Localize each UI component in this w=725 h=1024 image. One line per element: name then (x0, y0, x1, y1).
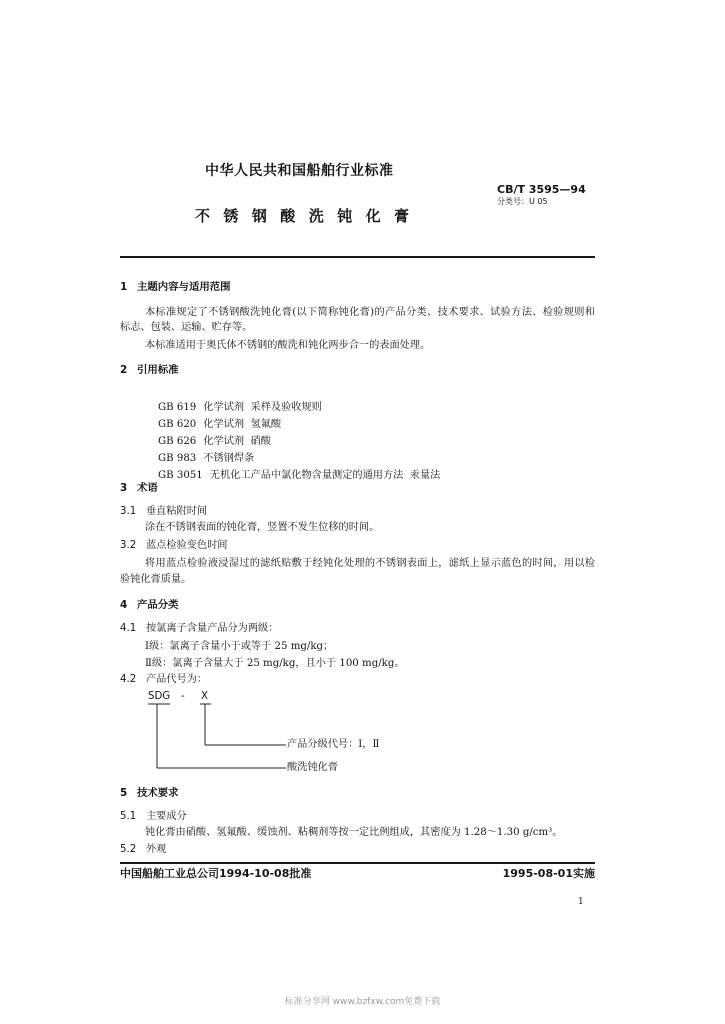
product-name-label: 酸洗钝化膏 (287, 762, 338, 773)
section-2-number: 2 (120, 364, 128, 376)
reference-code: GB 626 (157, 436, 197, 448)
standard-code: CB/T 3595—94 (497, 183, 586, 196)
classification-number: 分类号：U 05 (497, 197, 548, 206)
reference-code: GB 619 (157, 402, 197, 414)
section-2-title: 引用标准 (137, 364, 179, 376)
clause-5-2-title: 外观 (146, 844, 167, 855)
clause-3-2-definition-line-2: 验钝化膏质量。 (120, 574, 192, 585)
watermark: 标准分享网 www.bzfxw.com免费下载 (284, 997, 441, 1007)
page-number: 1 (578, 897, 584, 907)
section-3-number: 3 (120, 482, 128, 494)
clause-3-1-definition: 涂在不锈钢表面的钝化膏，竖置不发生位移的时间。 (145, 522, 380, 533)
grade-2-definition: Ⅱ级：氯离子含量大于 25 mg/kg，且小于 100 mg/kg。 (145, 658, 405, 669)
reference-title: 化学试剂 硝酸 (203, 436, 271, 448)
section-4-number: 4 (120, 599, 128, 611)
reference-title: 化学试剂 氢氟酸 (203, 419, 282, 431)
section-1-paragraph-2: 本标准适用于奥氏体不锈钢的酸洗和钝化两步合一的表面处理。 (145, 340, 431, 351)
clause-4-1-text: 按氯离子含量产品分为两级： (146, 623, 279, 634)
product-code-separator: - (181, 691, 185, 702)
clause-5-1-text: 钝化膏由硝酸、氢氟酸、缓蚀剂、粘稠剂等按一定比例组成，其密度为 1.28～1.30 g/cm³。 (145, 827, 563, 838)
clause-5-1-title: 主要成分 (146, 811, 187, 822)
product-code-grade-variable: X (201, 691, 208, 702)
clause-3-1-number: 3.1 (120, 506, 137, 517)
section-1-number: 1 (120, 281, 128, 293)
section-1-paragraph-1-line-2: 标志、包装、运输、贮存等。 (120, 322, 253, 333)
section-4-title: 产品分类 (137, 599, 179, 611)
clause-3-2-title: 蓝点检验变色时间 (146, 540, 228, 551)
reference-code: GB 983 (157, 453, 197, 465)
reference-item (145, 458, 440, 495)
reference-title: 无机化工产品中氯化物含量测定的通用方法 汞量法 (209, 470, 441, 482)
header-rule (120, 256, 595, 258)
document-title: 不 锈 钢 酸 洗 钝 化 膏 (195, 207, 409, 225)
product-code-prefix: SDG (148, 691, 171, 702)
grade-code-label: 产品分级代号：Ⅰ，Ⅱ (287, 739, 380, 750)
footer-rule (120, 862, 595, 864)
clause-3-2-definition-line-1: 将用蓝点检验液浸湿过的滤纸贴敷于经钝化处理的不锈钢表面上，滤纸上显示蓝色的时间，用以检 (145, 558, 595, 569)
effective-date-statement: 1995-08-01实施 (502, 867, 595, 880)
clause-4-1-number: 4.1 (120, 623, 137, 634)
standard-category-title: 中华人民共和国船舶行业标准 (205, 163, 394, 179)
reference-code: GB 620 (157, 419, 197, 431)
reference-title: 化学试剂 采样及验收规则 (203, 402, 322, 414)
section-5-title: 技术要求 (137, 787, 179, 799)
approval-statement: 中国船舶工业总公司1994-10-08批准 (120, 867, 312, 880)
clause-4-2-number: 4.2 (120, 674, 137, 685)
section-3-title: 术语 (137, 482, 158, 494)
clause-5-2-number: 5.2 (120, 844, 137, 855)
clause-5-1-number: 5.1 (120, 811, 137, 822)
section-5-number: 5 (120, 787, 128, 799)
clause-3-2-number: 3.2 (120, 540, 137, 551)
section-1-title: 主题内容与适用范围 (137, 281, 231, 293)
reference-code: GB 3051 (157, 470, 203, 482)
product-code-diagram (140, 690, 290, 775)
grade-1-definition: Ⅰ级：氯离子含量小于或等于 25 mg/kg； (145, 641, 334, 652)
clause-3-1-title: 垂直粘附时间 (146, 506, 208, 517)
section-1-paragraph-1-line-1: 本标准规定了不锈钢酸洗钝化膏(以下简称钝化膏)的产品分类、技术要求、试验方法、检验规则和 (145, 307, 595, 318)
reference-title: 不锈钢焊条 (203, 453, 255, 465)
clause-4-2-text: 产品代号为： (146, 674, 208, 685)
